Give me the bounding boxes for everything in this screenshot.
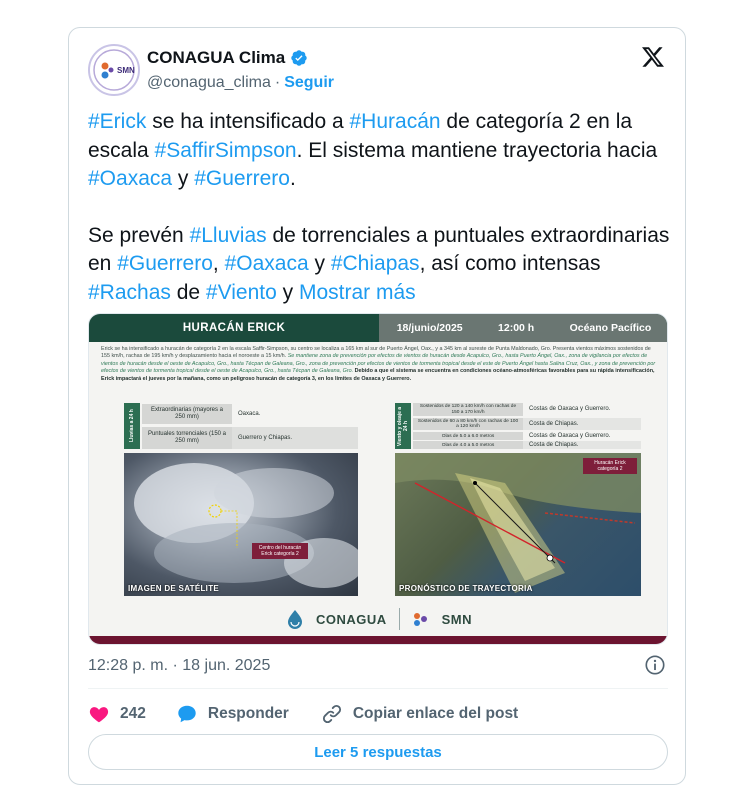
satellite-caption: IMAGEN DE SATÉLITE xyxy=(128,584,220,593)
wind-row-4-value: Costa de Chiapas. xyxy=(529,441,579,448)
tweet-text-segment: de xyxy=(170,280,206,304)
verified-badge-icon xyxy=(290,49,308,67)
reply-button[interactable] xyxy=(176,703,289,725)
hashtag-link[interactable]: #SaffirSimpson xyxy=(154,138,297,162)
wind-row-1-key: Sostenidos de 120 a 140 km/h con rachas de 150 a 170 km/h xyxy=(413,403,523,416)
hashtag-link[interactable]: #Chiapas xyxy=(330,252,420,275)
rain-panel-title: Lluvias a 24 h xyxy=(124,403,140,449)
tweet-text-segment: , xyxy=(212,252,225,275)
read-replies-button[interactable]: Leer 5 respuestas xyxy=(88,734,668,770)
rain-row-2-key: Puntuales torrenciales (150 a 250 mm) xyxy=(142,427,232,449)
smn-small-logo-icon xyxy=(412,610,430,628)
avatar-text: SMN xyxy=(117,66,135,75)
wind-row-2 xyxy=(413,418,641,430)
hashtag-link[interactable]: #Oaxaca xyxy=(88,167,173,190)
hashtag-link[interactable]: #Lluvias xyxy=(189,223,267,247)
tweet-text-segment: , así como intensas xyxy=(419,252,601,275)
hashtag-link[interactable]: #Guerrero xyxy=(194,167,290,190)
infographic-header xyxy=(89,314,668,342)
rain-row-2-value: Guerrero y Chiapas. xyxy=(238,434,293,441)
wind-row-1 xyxy=(413,403,641,416)
rain-row-2 xyxy=(142,427,358,449)
wind-panel-title: Viento y oleaje a 24 h xyxy=(395,403,411,449)
tweet-text xyxy=(88,108,670,307)
logo-separator xyxy=(399,608,400,630)
account-handle[interactable]: @conagua_clima xyxy=(147,74,271,91)
heart-icon xyxy=(88,703,110,725)
satellite-image xyxy=(124,453,358,596)
conagua-logo-icon xyxy=(286,609,304,629)
hashtag-link[interactable]: #Viento xyxy=(205,280,277,304)
desc-green: Se mantiene zona de prevención por efectos de vientos de huracán desde Acapulco, Gro., hasta Puerto Ángel, Oax., zona de vigilancia por efectos de vientos de huracán desde el oeste de Acapulco, Gro., hasta Técpan de Galeana, Gro., zona de prevención por efectos de vientos de tormenta tropical desde el este de Puerto Ángel hasta Salina Cruz, Oax., y zona de prevención por efectos de vientos de tormenta tropical desde el oeste de Acapulco, Gro., hasta Técpan de Galeana, Gro. xyxy=(101,353,656,375)
copy-link-label: Copiar enlace del post xyxy=(352,705,519,722)
infographic-title: HURACÁN ERICK xyxy=(182,322,286,334)
tweet-text-segment: se ha intensificado a xyxy=(146,110,350,133)
tweet-text-segment: Se prevén xyxy=(88,223,190,247)
copy-link-button[interactable] xyxy=(321,703,518,725)
infographic-date: 18/junio/2025 xyxy=(396,322,463,334)
link-icon xyxy=(321,703,343,725)
infographic-time: 12:00 h xyxy=(498,322,535,334)
smn-logo-icon xyxy=(92,48,136,92)
handle-separator: · xyxy=(274,74,281,91)
account-name[interactable]: CONAGUA Clima xyxy=(147,48,286,67)
tweet-text-segment: y xyxy=(172,167,195,190)
tweet-text-segment: de categoría 2 en la escala xyxy=(88,110,633,162)
meta-divider xyxy=(88,688,668,689)
info-icon[interactable] xyxy=(644,654,666,676)
smn-logo-text: SMN xyxy=(441,611,473,627)
wind-row-3-value: Costas de Oaxaca y Guerrero. xyxy=(529,432,611,439)
follow-button[interactable]: Seguir xyxy=(284,74,334,91)
hashtag-link[interactable]: #Erick xyxy=(88,110,147,133)
satellite-center-label: Centro del huracán Erick categoría 2 xyxy=(252,543,308,559)
satellite-clouds xyxy=(124,453,358,596)
like-button[interactable] xyxy=(88,703,146,725)
wind-row-4 xyxy=(413,441,641,449)
tweet-paragraph-1 xyxy=(88,108,670,194)
tweet-text-segment: y xyxy=(308,252,331,275)
like-count: 242 xyxy=(120,705,146,722)
tweet-text-segment: . El sistema mantiene trayectoria hacia xyxy=(296,138,658,162)
infographic-image[interactable] xyxy=(88,313,668,645)
handle-row xyxy=(147,74,334,92)
account-name-row[interactable] xyxy=(147,48,308,68)
x-logo-icon[interactable] xyxy=(641,45,665,69)
conagua-logo-text: CONAGUA xyxy=(315,611,387,627)
show-more-link[interactable]: Mostrar más xyxy=(298,280,416,304)
infographic-footer-bar xyxy=(89,636,668,644)
embedded-tweet-card xyxy=(68,27,686,785)
speech-bubble-icon xyxy=(176,703,198,725)
hashtag-link[interactable]: #Oaxaca xyxy=(224,252,309,275)
tweet-text-segment: . xyxy=(289,167,296,190)
hashtag-link[interactable]: #Guerrero xyxy=(117,252,213,275)
desc-bold: Debido a que el sistema se encuentra en condiciones océano-atmosféricas favorables para su rápida intensificación, Erick impactará el jueves por la mañana, como un peligroso huracán de categoría 3, en los límites de Oaxaca y Guerrero. xyxy=(101,368,655,382)
infographic-logos xyxy=(89,600,668,638)
tweet-text-segment: de torrenciales a puntuales extraordinarias en xyxy=(88,223,670,275)
wind-row-2-key: Sostenidos de 60 a 80 km/h con rachas de 100 a 120 km/h xyxy=(413,418,523,430)
desc-main: Erick se ha intensificado a huracán de categoría 2 en la escala Saffir-Simpson, su centro se localiza a 165 km al sur de Puerto Ángel, Oax., y a 345 km al sureste de Punta Maldonado, Gro. Presenta vientos máximos sostenidos de 155 km/h, rachas de 195 km/h y desplazamiento hacia el noroeste a 15 km/h. xyxy=(101,346,651,360)
trajectory-label: Huracán Erick categoría 2 xyxy=(583,458,637,474)
tweet-timestamp[interactable]: 12:28 p. m. · 18 jun. 2025 xyxy=(88,657,271,674)
wind-row-3 xyxy=(413,432,641,440)
rain-row-1-value: Oaxaca. xyxy=(238,410,261,417)
wind-row-1-value: Costas de Oaxaca y Guerrero. xyxy=(529,406,611,412)
account-avatar[interactable] xyxy=(88,44,140,96)
infographic-description xyxy=(101,346,657,383)
trajectory-map xyxy=(395,453,641,596)
tweet-actions xyxy=(88,702,518,726)
rain-row-1 xyxy=(142,404,358,424)
hashtag-link[interactable]: #Rachas xyxy=(88,280,171,304)
wind-row-2-value: Costa de Chiapas. xyxy=(529,420,579,427)
trajectory-caption: PRONÓSTICO DE TRAYECTORIA xyxy=(399,584,533,593)
infographic-region: Océano Pacífico xyxy=(569,322,652,334)
rain-row-1-key: Extraordinarias (mayores a 250 mm) xyxy=(142,404,232,424)
tweet-text-segment: y xyxy=(276,280,299,304)
wind-row-3-key: Olas de 5.0 a 6.0 metros xyxy=(413,432,523,440)
reply-label: Responder xyxy=(207,705,289,722)
wind-row-4-key: Olas de 4.0 a 5.0 metros xyxy=(413,441,523,449)
trajectory-graphic xyxy=(395,453,641,596)
tweet-paragraph-2 xyxy=(88,222,670,308)
hashtag-link[interactable]: #Huracán xyxy=(349,110,441,133)
